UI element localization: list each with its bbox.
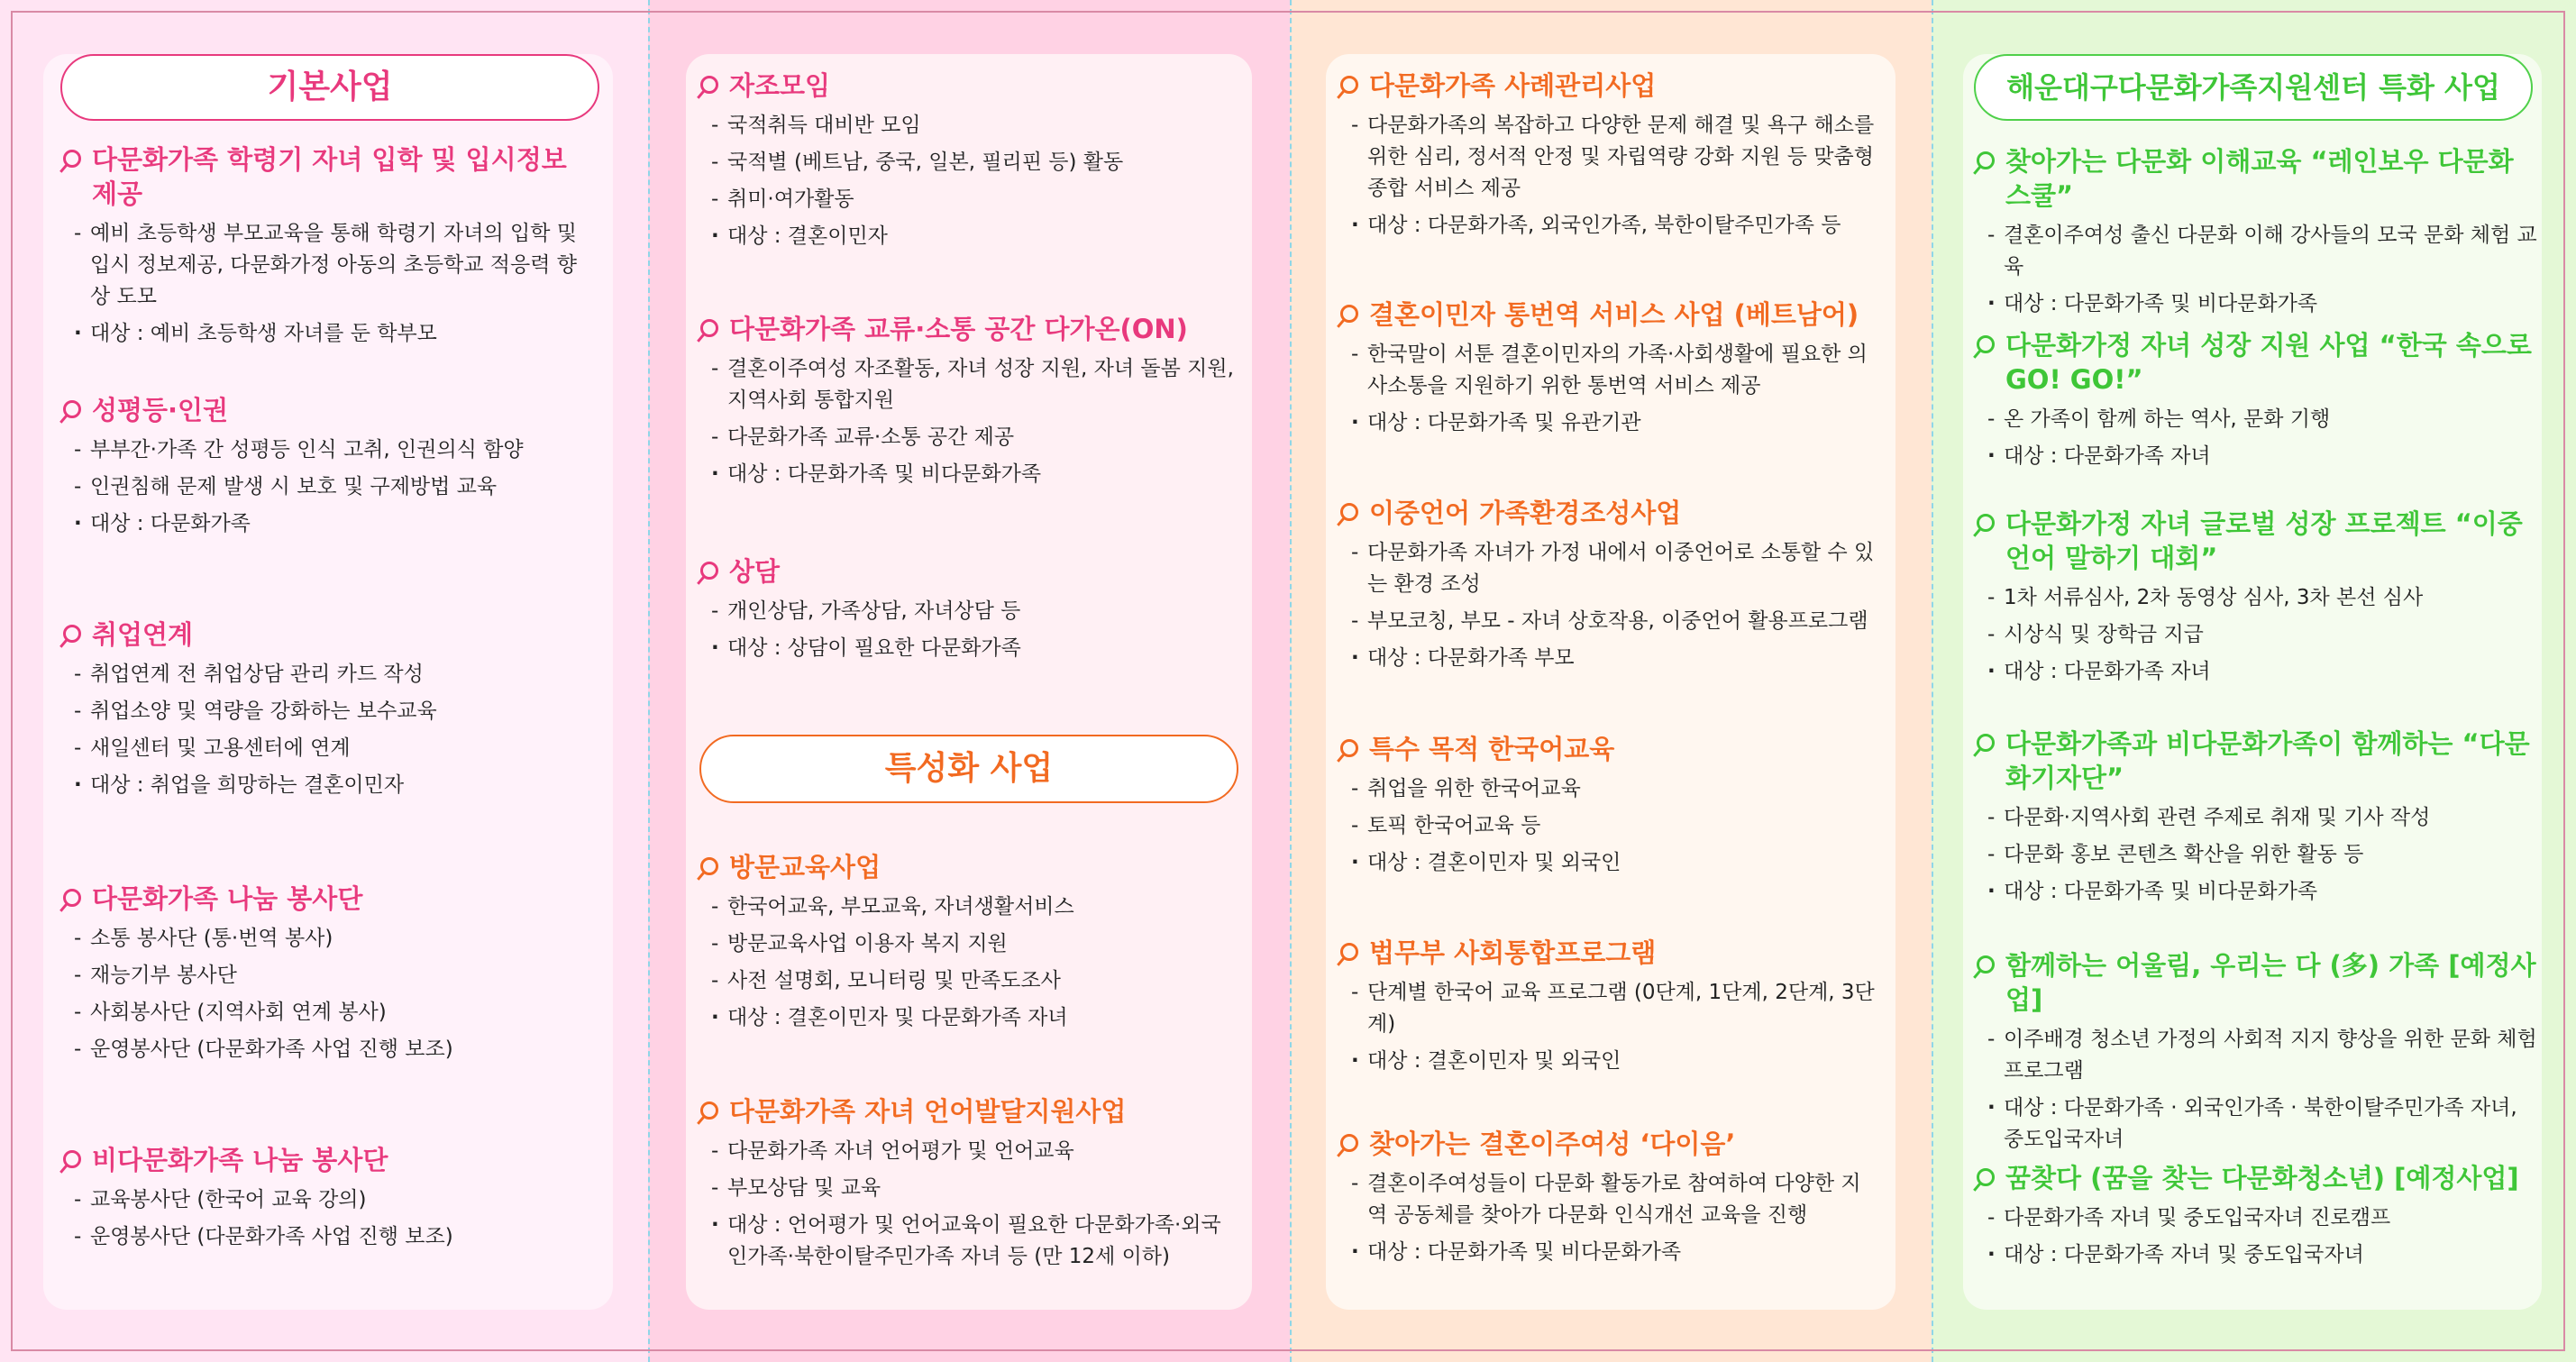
list-item: - 부부간·가족 간 성평등 인식 고취, 인권의식 함양	[63, 434, 594, 466]
search-icon	[63, 400, 81, 418]
list-item: - 개인상담, 가족상담, 자녀상담 등	[700, 596, 1239, 627]
section	[63, 882, 594, 1071]
list-item: - 교육봉사단 (한국어 교육 강의)	[63, 1184, 594, 1216]
section-heading: 상담	[729, 556, 781, 587]
search-icon	[1340, 1134, 1358, 1152]
special-programs-title: 특성화 사업	[699, 735, 1238, 803]
search-icon	[1977, 955, 1995, 974]
list-item: - 사전 설명회, 모니터링 및 만족도조사	[700, 965, 1239, 997]
section	[700, 554, 1239, 670]
column-programs-2	[648, 0, 1290, 1362]
section	[63, 1143, 594, 1258]
search-icon	[1977, 151, 1995, 169]
search-icon	[700, 1101, 718, 1120]
search-icon	[1977, 1168, 1995, 1186]
list-item: · 대상 : 언어평가 및 언어교육이 필요한 다문화가족·외국인가족·북한이탈주민가족 자녀 등 (만 12세 이하)	[700, 1210, 1239, 1273]
list-item: · 대상 : 다문화가족 및 비다문화가족	[700, 459, 1239, 490]
section	[700, 850, 1239, 1039]
search-icon	[1340, 739, 1358, 757]
list-item: - 다문화·지역사회 관련 주제로 취재 및 기사 작성	[1977, 802, 2538, 834]
section-heading: 결혼이민자 통번역 서비스 사업 (베트남어)	[1369, 299, 1859, 330]
section	[1977, 948, 2538, 1161]
section	[700, 69, 1239, 258]
section-heading: 다문화가족과 비다문화가족이 함께하는 “다문화기자단”	[2005, 728, 2530, 793]
list-item: · 대상 : 다문화가족 자녀 및 중도입국자녀	[1977, 1239, 2538, 1271]
section	[1977, 507, 2538, 693]
list-item: - 취업소양 및 역량을 강화하는 보수교육	[63, 696, 594, 727]
list-item: · 대상 : 결혼이민자 및 다문화가족 자녀	[700, 1002, 1239, 1034]
section	[1340, 936, 1879, 1083]
list-item: - 운영봉사단 (다문화가족 사업 진행 보조)	[63, 1034, 594, 1065]
section-heading: 다문화가족 교류·소통 공간 다가온(ON)	[729, 314, 1188, 344]
section-heading: 찾아가는 결혼이주여성 ‘다이음’	[1369, 1129, 1736, 1159]
section	[1340, 297, 1879, 444]
list-item: · 대상 : 예비 초등학생 자녀를 둔 학부모	[63, 318, 594, 350]
search-icon	[1340, 76, 1358, 94]
list-item: · 대상 : 상담이 필요한 다문화가족	[700, 633, 1239, 664]
list-item: · 대상 : 취업을 희망하는 결혼이민자	[63, 770, 594, 801]
list-item: - 국적취득 대비반 모임	[700, 110, 1239, 142]
list-item: - 다문화가족 교류·소통 공간 제공	[700, 422, 1239, 453]
search-icon	[63, 625, 81, 643]
section-heading: 성평등·인권	[92, 395, 229, 425]
search-icon	[1340, 305, 1358, 323]
search-icon	[700, 76, 718, 94]
section-heading: 다문화가족 사례관리사업	[1369, 70, 1657, 101]
list-item: - 다문화가족의 복잡하고 다양한 문제 해결 및 욕구 해소를 위한 심리, 정서적 안정 및 자립역량 강화 지원 등 맞춤형 종합 서비스 제공	[1340, 110, 1879, 205]
list-item: · 대상 : 다문화가족 자녀	[1977, 656, 2538, 688]
fold-line	[648, 0, 650, 1362]
section-heading: 다문화가족 나눔 봉사단	[92, 883, 363, 914]
section	[1340, 496, 1879, 680]
list-item: - 다문화가족 자녀 및 중도입국자녀 진로캠프	[1977, 1202, 2538, 1234]
list-item: - 온 가족이 함께 하는 역사, 문화 기행	[1977, 404, 2538, 435]
section	[1340, 69, 1879, 247]
list-item: - 한국어교육, 부모교육, 자녀생활서비스	[700, 891, 1239, 923]
list-item: - 부모상담 및 교육	[700, 1173, 1239, 1204]
search-icon	[1977, 335, 1995, 353]
search-icon	[1340, 503, 1358, 521]
search-icon	[63, 889, 81, 907]
list-item: - 예비 초등학생 부모교육을 통해 학령기 자녀의 입학 및 입시 정보제공, 다문화가정 아동의 초등학교 적응력 향상 도모	[63, 218, 594, 313]
list-item: · 대상 : 다문화가족 부모	[1340, 643, 1879, 674]
section	[700, 1094, 1239, 1278]
list-item: · 대상 : 다문화가족	[63, 508, 594, 540]
section-heading: 다문화가족 학령기 자녀 입학 및 입시정보 제공	[92, 144, 567, 209]
list-item: - 사회봉사단 (지역사회 연계 봉사)	[63, 997, 594, 1028]
list-item: - 운영봉사단 (다문화가족 사업 진행 보조)	[63, 1221, 594, 1253]
list-item: · 대상 : 다문화가족 · 외국인가족 · 북한이탈주민가족 자녀, 중도입국자녀	[1977, 1092, 2538, 1156]
section-heading: 함께하는 어울림, 우리는 다 (多) 가족 [예정사업]	[2005, 950, 2536, 1015]
section	[1977, 727, 2538, 913]
section-heading: 이중언어 가족환경조성사업	[1369, 498, 1682, 528]
section	[63, 142, 594, 355]
section-heading: 비다문화가족 나눔 봉사단	[92, 1145, 388, 1175]
list-item: - 국적별 (베트남, 중국, 일본, 필리핀 등) 활동	[700, 147, 1239, 178]
section	[63, 393, 594, 545]
list-item: - 이주배경 청소년 가정의 사회적 지지 향상을 위한 문화 체험 프로그램	[1977, 1024, 2538, 1087]
section	[1977, 328, 2538, 478]
section-heading: 꿈찾다 (꿈을 찾는 다문화청소년) [예정사업]	[2005, 1163, 2519, 1193]
section-heading: 방문교육사업	[729, 852, 882, 882]
fold-line	[1290, 0, 1292, 1362]
list-item: · 대상 : 결혼이민자 및 외국인	[1340, 847, 1879, 879]
section-heading: 다문화가정 자녀 성장 지원 사업 “한국 속으로 GO! GO!”	[2005, 330, 2532, 395]
list-item: - 취업을 위한 한국어교육	[1340, 773, 1879, 805]
section-heading: 특수 목적 한국어교육	[1369, 734, 1615, 764]
search-icon	[1977, 514, 1995, 532]
list-item: - 부모코칭, 부모 - 자녀 상호작용, 이중언어 활용프로그램	[1340, 606, 1879, 637]
list-item: - 1차 서류심사, 2차 동영상 심사, 3차 본선 심사	[1977, 582, 2538, 614]
list-item: - 결혼이주여성 출신 다문화 이해 강사들의 모국 문화 체험 교육	[1977, 220, 2538, 283]
search-icon	[63, 1150, 81, 1168]
list-item: - 취미·여가활동	[700, 184, 1239, 215]
search-icon	[700, 857, 718, 875]
list-item: - 인권침해 문제 발생 시 보호 및 구제방법 교육	[63, 471, 594, 503]
list-item: - 시상식 및 장학금 지급	[1977, 619, 2538, 651]
section	[63, 617, 594, 807]
section-heading: 찾아가는 다문화 이해교육 “레인보우 다문화스쿨”	[2005, 146, 2514, 211]
section	[1977, 1161, 2538, 1276]
column-programs-3	[1290, 0, 1932, 1362]
list-item: - 다문화가족 자녀 언어평가 및 언어교육	[700, 1136, 1239, 1167]
section-heading: 취업연계	[92, 619, 194, 650]
list-item: · 대상 : 다문화가족 및 유관기관	[1340, 407, 1879, 439]
section-heading: 다문화가족 자녀 언어발달지원사업	[729, 1096, 1127, 1127]
basic-programs-title: 기본사업	[60, 54, 599, 121]
list-item: - 다문화 홍보 콘텐츠 확산을 위한 활동 등	[1977, 839, 2538, 871]
list-item: - 다문화가족 자녀가 가정 내에서 이중언어로 소통할 수 있는 환경 조성	[1340, 537, 1879, 600]
search-icon	[700, 319, 718, 337]
list-item: · 대상 : 다문화가족 자녀	[1977, 441, 2538, 472]
search-icon	[700, 562, 718, 580]
search-icon	[1340, 943, 1358, 961]
list-item: - 방문교육사업 이용자 복지 지원	[700, 928, 1239, 960]
list-item: - 토픽 한국어교육 등	[1340, 810, 1879, 842]
section	[1340, 1127, 1879, 1274]
list-item: - 새일센터 및 고용센터에 연계	[63, 733, 594, 764]
search-icon	[63, 150, 81, 168]
list-item: - 결혼이주여성 자조활동, 자녀 성장 지원, 자녀 돌봄 지원, 지역사회 통합지원	[700, 353, 1239, 416]
section-heading: 다문화가정 자녀 글로벌 성장 프로젝트 “이중언어 말하기 대회”	[2005, 508, 2523, 573]
fold-line	[1932, 0, 1933, 1362]
section	[700, 312, 1239, 496]
specialized-programs-title: 해운대구다문화가족지원센터 특화 사업	[1974, 54, 2533, 121]
list-item: - 단계별 한국어 교육 프로그램 (0단계, 1단계, 2단계, 3단계)	[1340, 977, 1879, 1040]
list-item: - 결혼이주여성들이 다문화 활동가로 참여하여 다양한 지역 공동체를 찾아가 다문화 인식개선 교육을 진행	[1340, 1168, 1879, 1231]
list-item: · 대상 : 다문화가족 및 비다문화가족	[1977, 288, 2538, 320]
list-item: · 대상 : 다문화가족, 외국인가족, 북한이탈주민가족 등	[1340, 210, 1879, 242]
section	[1340, 732, 1879, 884]
list-item: · 대상 : 결혼이민자 및 외국인	[1340, 1046, 1879, 1077]
list-item: · 대상 : 다문화가족 및 비다문화가족	[1340, 1237, 1879, 1268]
list-item: - 한국말이 서툰 결혼이민자의 가족·사회생활에 필요한 의사소통을 지원하기 위한 통번역 서비스 제공	[1340, 339, 1879, 402]
column-basic-programs	[0, 0, 648, 1362]
list-item: · 대상 : 다문화가족 및 비다문화가족	[1977, 876, 2538, 908]
list-item: - 취업연계 전 취업상담 관리 카드 작성	[63, 659, 594, 690]
section-heading: 법무부 사회통합프로그램	[1369, 937, 1657, 968]
list-item: · 대상 : 결혼이민자	[700, 221, 1239, 252]
section	[1977, 144, 2538, 325]
list-item: - 소통 봉사단 (통·번역 봉사)	[63, 923, 594, 955]
list-item: - 재능기부 봉사단	[63, 960, 594, 992]
section-heading: 자조모임	[729, 70, 831, 101]
column-specialized-programs	[1932, 0, 2576, 1362]
search-icon	[1977, 734, 1995, 752]
